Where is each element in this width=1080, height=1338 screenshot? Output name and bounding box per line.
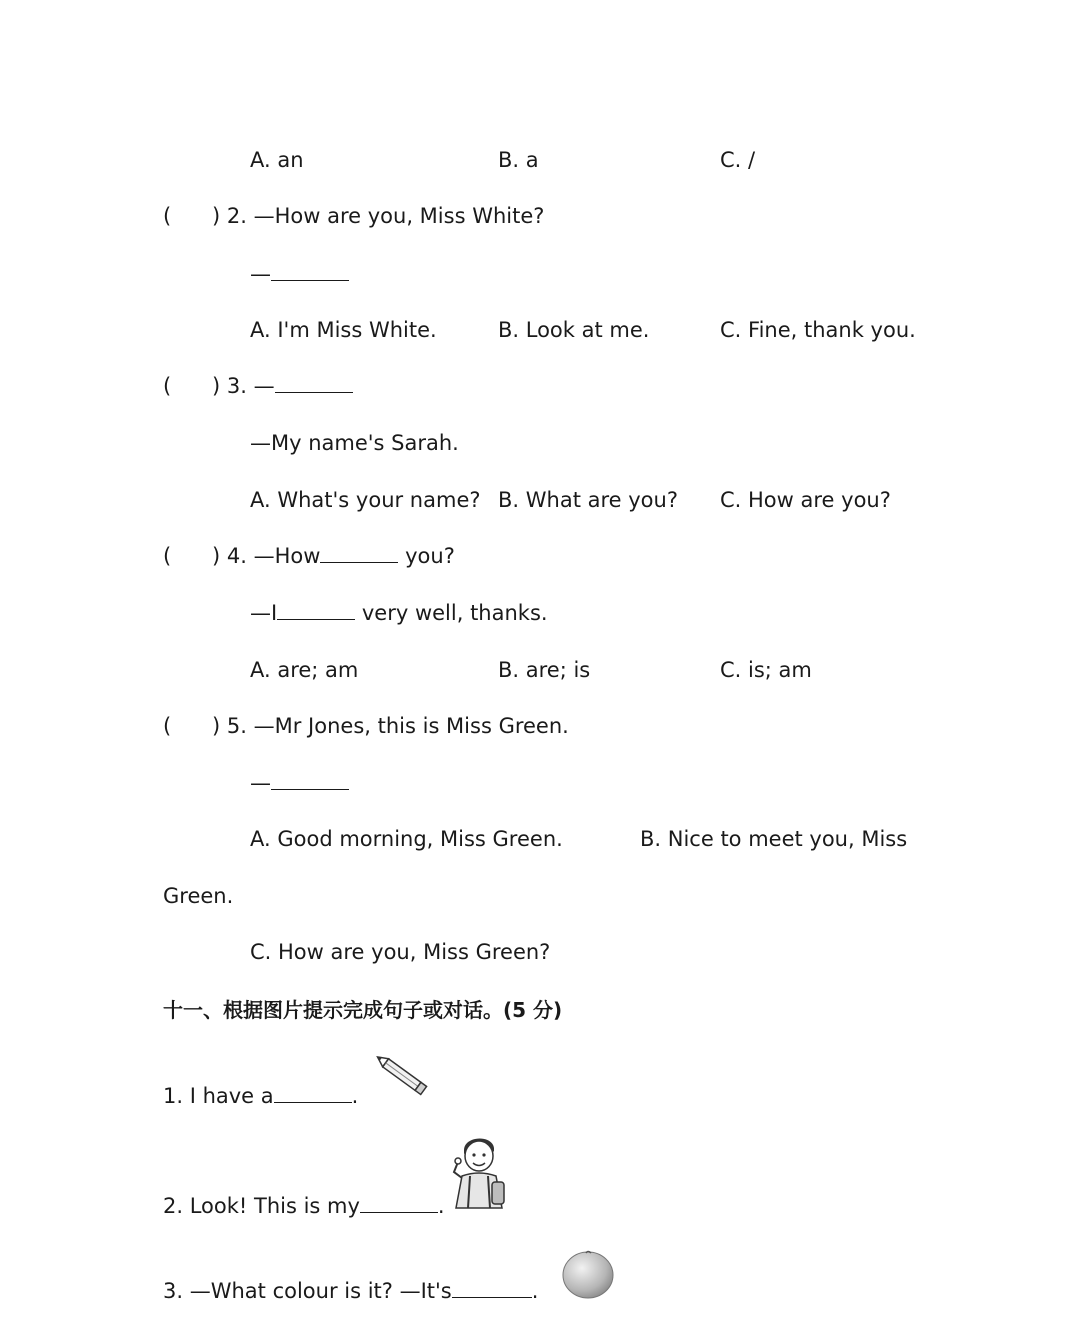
q2-option-a: A. I'm Miss White. bbox=[250, 318, 437, 342]
q4-answer-paren-open: ( bbox=[163, 544, 172, 568]
s11-item-2-blank bbox=[360, 1194, 438, 1213]
q3-prompt-blank bbox=[275, 374, 353, 393]
q4-question-line bbox=[212, 544, 455, 568]
q4-option-a: A. are; am bbox=[250, 658, 359, 682]
s11-item-3-suffix: . bbox=[531, 1279, 539, 1303]
q2-answer-prefix: — bbox=[250, 262, 271, 286]
q5-answer-blank bbox=[271, 771, 349, 790]
q5-prompt: —Mr Jones, this is Miss Green. bbox=[253, 714, 569, 738]
q5-option-c: C. How are you, Miss Green? bbox=[250, 940, 551, 964]
q4-response-blank bbox=[277, 601, 355, 620]
s11-item-3-prefix: 3. —What colour is it? —It's bbox=[163, 1279, 452, 1303]
q2-question-line bbox=[212, 204, 544, 228]
q5-question-line bbox=[212, 714, 569, 738]
q2-answer-line bbox=[250, 262, 349, 286]
s11-item-3-blank bbox=[452, 1279, 532, 1298]
q3-prompt-prefix: — bbox=[253, 374, 275, 398]
s11-item-2-prefix: 2. Look! This is my bbox=[163, 1194, 360, 1218]
q4-option-b: B. are; is bbox=[498, 658, 591, 682]
q3-option-c: C. How are you? bbox=[720, 488, 891, 512]
q5-answer-prefix: — bbox=[250, 771, 271, 795]
q5-number: 5. bbox=[226, 714, 247, 738]
pencil-icon bbox=[368, 1046, 434, 1102]
q5-option-b-line2: Green. bbox=[163, 884, 234, 908]
q2-answer-paren-open: ( bbox=[163, 204, 172, 228]
q1-option-a: A. an bbox=[250, 148, 304, 172]
orange-icon bbox=[560, 1248, 616, 1300]
q3-answer-paren-open: ( bbox=[163, 374, 172, 398]
q5-option-a: A. Good morning, Miss Green. bbox=[250, 827, 563, 851]
q4-paren-close: ) bbox=[212, 544, 221, 568]
q2-option-c: C. Fine, thank you. bbox=[720, 318, 916, 342]
q3-number: 3. bbox=[226, 374, 247, 398]
q2-answer-blank bbox=[271, 262, 349, 281]
s11-item-1 bbox=[163, 1084, 358, 1108]
q4-response-line bbox=[250, 601, 548, 625]
q4-response-prefix: —I bbox=[250, 601, 278, 625]
q3-option-b: B. What are you? bbox=[498, 488, 678, 512]
section-11-heading: 十一、根据图片提示完成句子或对话。(5 分) bbox=[163, 998, 563, 1022]
s11-item-1-suffix: . bbox=[351, 1084, 359, 1108]
q4-option-c: C. is; am bbox=[720, 658, 812, 682]
q2-prompt: —How are you, Miss White? bbox=[253, 204, 545, 228]
q3-paren-close: ) bbox=[212, 374, 221, 398]
q4-prompt-suffix: you? bbox=[398, 544, 455, 568]
q5-option-b-line1: B. Nice to meet you, Miss bbox=[640, 827, 908, 851]
q2-option-b: B. Look at me. bbox=[498, 318, 650, 342]
s11-item-2-suffix: . bbox=[437, 1194, 445, 1218]
q5-answer-paren-open: ( bbox=[163, 714, 172, 738]
q5-paren-close: ) bbox=[212, 714, 221, 738]
q5-answer-line bbox=[250, 771, 349, 795]
q3-option-a: A. What's your name? bbox=[250, 488, 481, 512]
q4-number: 4. bbox=[226, 544, 247, 568]
s11-item-2 bbox=[163, 1194, 445, 1218]
q1-option-c: C. / bbox=[720, 148, 756, 172]
s11-item-1-blank bbox=[274, 1084, 352, 1103]
boy-icon bbox=[448, 1132, 510, 1210]
q1-option-b: B. a bbox=[498, 148, 539, 172]
q2-number: 2. bbox=[226, 204, 247, 228]
q3-question-line bbox=[212, 374, 353, 398]
s11-item-3 bbox=[163, 1279, 538, 1303]
q2-paren-close: ) bbox=[212, 204, 221, 228]
s11-item-1-prefix: 1. I have a bbox=[163, 1084, 274, 1108]
q3-response: —My name's Sarah. bbox=[250, 431, 459, 455]
q4-prompt-blank bbox=[320, 544, 398, 563]
q4-prompt-prefix: —How bbox=[253, 544, 321, 568]
q4-response-suffix: very well, thanks. bbox=[355, 601, 548, 625]
